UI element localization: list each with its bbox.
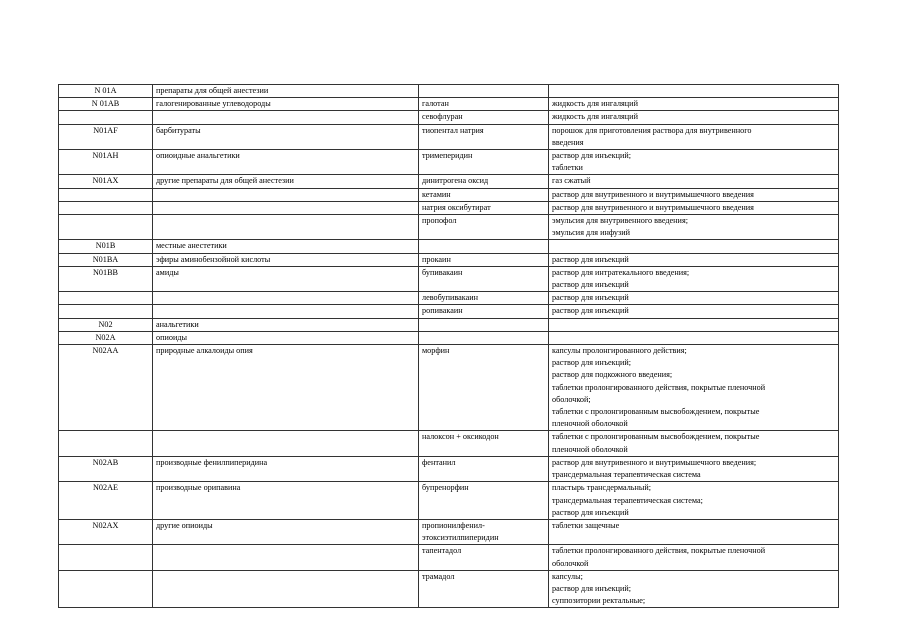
table-row (59, 124, 839, 149)
atc-code-cell (59, 545, 153, 570)
substance-cell: бупивакаин (419, 266, 549, 291)
dosage-form-cell: пластырь трансдермальный; трансдермальная терапевтическая система; раствор для инъекций (549, 482, 839, 520)
substance-cell (419, 318, 549, 331)
atc-code-cell: N01AX (59, 175, 153, 188)
atc-code-cell: N01AF (59, 124, 153, 149)
table-row (59, 150, 839, 175)
dosage-form-cell (549, 240, 839, 253)
table-row (59, 215, 839, 240)
substance-cell: фентанил (419, 456, 549, 481)
table-row (59, 331, 839, 344)
dosage-form-cell: раствор для интратекального введения; раствор для инъекций (549, 266, 839, 291)
table-row (59, 111, 839, 124)
dosage-form-cell: таблетки с пролонгированным высвобождением, покрытые пленочной оболочкой (549, 431, 839, 456)
table-body (59, 85, 839, 608)
table-row (59, 570, 839, 608)
dosage-form-cell: таблетки пролонгированного действия, покрытые пленочной оболочкой (549, 545, 839, 570)
atc-code-cell (59, 305, 153, 318)
substance-cell: тапентадол (419, 545, 549, 570)
substance-cell: прокаин (419, 253, 549, 266)
table-row (59, 175, 839, 188)
atc-code-cell (59, 215, 153, 240)
group-name-cell (153, 188, 419, 201)
group-name-cell (153, 431, 419, 456)
atc-code-cell (59, 188, 153, 201)
substance-cell: тиопентал натрия (419, 124, 549, 149)
atc-code-cell (59, 292, 153, 305)
group-name-cell (153, 201, 419, 214)
atc-code-cell: N02AX (59, 519, 153, 544)
substance-cell: бупренорфин (419, 482, 549, 520)
substance-cell: галотан (419, 98, 549, 111)
group-name-cell (153, 292, 419, 305)
dosage-form-cell: газ сжатый (549, 175, 839, 188)
table-row (59, 98, 839, 111)
substance-cell: левобупивакаин (419, 292, 549, 305)
group-name-cell: производные орипавина (153, 482, 419, 520)
table-row (59, 456, 839, 481)
group-name-cell: местные анестетики (153, 240, 419, 253)
group-name-cell (153, 111, 419, 124)
group-name-cell: другие опиоиды (153, 519, 419, 544)
table-row (59, 482, 839, 520)
table-row (59, 345, 839, 431)
substance-cell: пропионилфенил- этоксиэтилпиперидин (419, 519, 549, 544)
group-name-cell (153, 570, 419, 608)
dosage-form-cell: раствор для внутривенного и внутримышечного введения (549, 201, 839, 214)
atc-code-cell: N01BA (59, 253, 153, 266)
group-name-cell: опиоидные анальгетики (153, 150, 419, 175)
group-name-cell: амиды (153, 266, 419, 291)
atc-code-cell: N 01AB (59, 98, 153, 111)
dosage-form-cell (549, 331, 839, 344)
dosage-form-cell: капсулы; раствор для инъекций; суппозитории ректальные; (549, 570, 839, 608)
atc-code-cell (59, 111, 153, 124)
table-row (59, 318, 839, 331)
atc-code-cell: N 01A (59, 85, 153, 98)
table-row (59, 305, 839, 318)
dosage-form-cell: раствор для внутривенного и внутримышечного введения; трансдермальная терапевтическая система (549, 456, 839, 481)
group-name-cell (153, 545, 419, 570)
substance-cell: ропивакаин (419, 305, 549, 318)
drug-classification-table (58, 84, 839, 608)
dosage-form-cell: таблетки защечные (549, 519, 839, 544)
atc-code-cell: N02AA (59, 345, 153, 431)
group-name-cell (153, 305, 419, 318)
atc-code-cell: N02AB (59, 456, 153, 481)
dosage-form-cell: порошок для приготовления раствора для внутривенного введения (549, 124, 839, 149)
dosage-form-cell: раствор для инъекций (549, 253, 839, 266)
table-row (59, 519, 839, 544)
atc-code-cell: N01BB (59, 266, 153, 291)
table-row (59, 201, 839, 214)
group-name-cell: эфиры аминобензойной кислоты (153, 253, 419, 266)
atc-code-cell: N02AE (59, 482, 153, 520)
table-row (59, 253, 839, 266)
table-row (59, 266, 839, 291)
dosage-form-cell: капсулы пролонгированного действия; раствор для инъекций; раствор для подкожного введения; таблетки пролонгированного действия, покрытые пленочной оболочкой; таблетки с пролонгированным высвобождением, покрытые пленочной оболочкой (549, 345, 839, 431)
table-row (59, 292, 839, 305)
group-name-cell: барбитураты (153, 124, 419, 149)
dosage-form-cell: раствор для внутривенного и внутримышечного введения (549, 188, 839, 201)
substance-cell: севофлуран (419, 111, 549, 124)
group-name-cell: галогенированные углеводороды (153, 98, 419, 111)
group-name-cell: природные алкалоиды опия (153, 345, 419, 431)
atc-code-cell: N02A (59, 331, 153, 344)
group-name-cell: опиоиды (153, 331, 419, 344)
table-row (59, 85, 839, 98)
substance-cell: натрия оксибутират (419, 201, 549, 214)
dosage-form-cell (549, 85, 839, 98)
substance-cell: морфин (419, 345, 549, 431)
dosage-form-cell: жидкость для ингаляций (549, 98, 839, 111)
group-name-cell (153, 215, 419, 240)
group-name-cell: анальгетики (153, 318, 419, 331)
atc-code-cell (59, 431, 153, 456)
substance-cell: динитрогена оксид (419, 175, 549, 188)
dosage-form-cell: раствор для инъекций (549, 305, 839, 318)
dosage-form-cell: раствор для инъекций (549, 292, 839, 305)
group-name-cell: препараты для общей анестезии (153, 85, 419, 98)
atc-code-cell: N02 (59, 318, 153, 331)
atc-code-cell: N01AH (59, 150, 153, 175)
group-name-cell: производные фенилпиперидина (153, 456, 419, 481)
substance-cell (419, 331, 549, 344)
atc-code-cell: N01B (59, 240, 153, 253)
dosage-form-cell: жидкость для ингаляций (549, 111, 839, 124)
atc-code-cell (59, 201, 153, 214)
atc-code-cell (59, 570, 153, 608)
substance-cell: тримеперидин (419, 150, 549, 175)
substance-cell: пропофол (419, 215, 549, 240)
table-row (59, 431, 839, 456)
substance-cell (419, 85, 549, 98)
group-name-cell: другие препараты для общей анестезии (153, 175, 419, 188)
dosage-form-cell: раствор для инъекций; таблетки (549, 150, 839, 175)
table-row (59, 545, 839, 570)
table-row (59, 240, 839, 253)
dosage-form-cell: эмульсия для внутривенного введения; эмульсия для инфузий (549, 215, 839, 240)
substance-cell: налоксон + оксикодон (419, 431, 549, 456)
substance-cell: кетамин (419, 188, 549, 201)
dosage-form-cell (549, 318, 839, 331)
substance-cell (419, 240, 549, 253)
table-row (59, 188, 839, 201)
substance-cell: трамадол (419, 570, 549, 608)
